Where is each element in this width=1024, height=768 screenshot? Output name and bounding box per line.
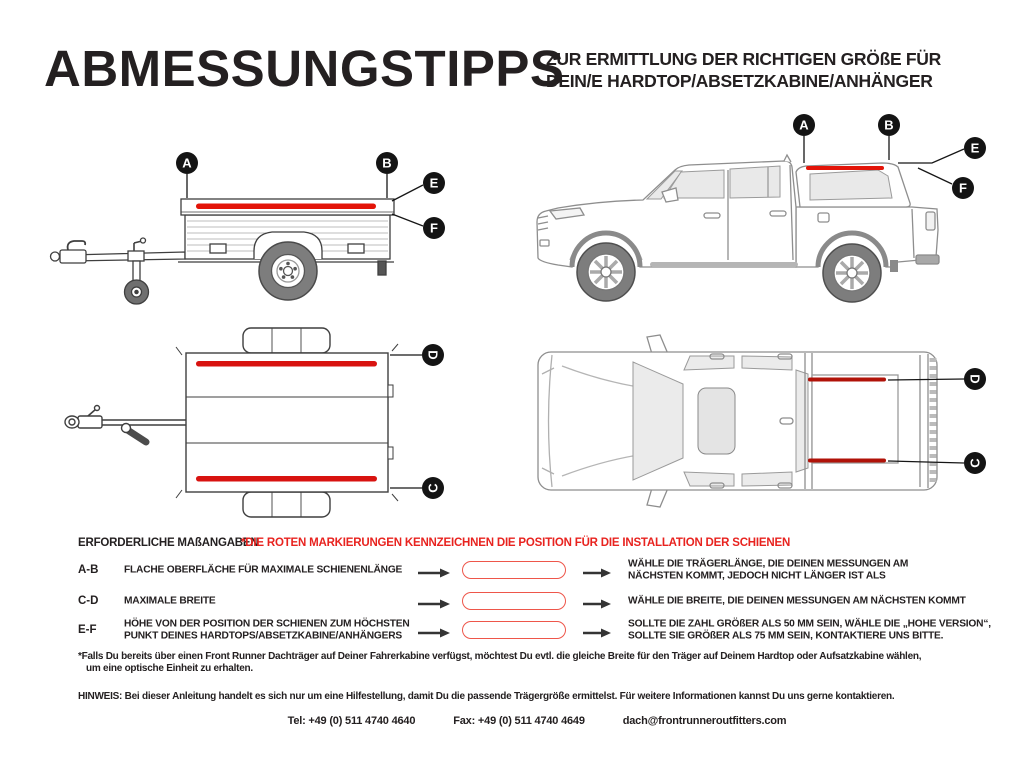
arrow-right-icon [418, 625, 450, 635]
measurement-result: SOLLTE DIE ZAHL GRÖßER ALS 50 MM SEIN, WÄHLE DIE „HOHE VERSION“, SOLLTE SIE GRÖßER ALS 75 MM SEIN, KONTAKTIERE UNS BITTE. [628, 618, 991, 641]
footnote-asterisk-line2: um eine optische Einheit zu erhalten. [86, 663, 253, 674]
measurement-result: WÄHLE DIE BREITE, DIE DEINEN MESSUNGEN AM NÄCHSTEN KOMMT [628, 595, 966, 607]
rail-marking-trailer-side [196, 204, 376, 210]
arrow-right-icon [418, 565, 450, 575]
svg-text:A: A [182, 155, 192, 171]
measurement-description: FLACHE OBERFLÄCHE FÜR MAXIMALE SCHIENENLÄNGE [124, 564, 403, 576]
rail-marking-truck-top-d [808, 378, 886, 382]
marker-f-truck [952, 177, 974, 199]
svg-text:A: A [799, 117, 809, 133]
rail-marking-trailer-top-c [196, 476, 377, 482]
rail-marking-truck-side [806, 166, 884, 170]
arrow-right-icon [583, 565, 611, 575]
page-title: ABMESSUNGSTIPPS [44, 40, 565, 97]
marker-a-truck [793, 114, 815, 136]
marker-e-trailer [423, 172, 445, 194]
measurements-heading: ERFORDERLICHE MAßANGABEN [78, 537, 259, 549]
arrow-right-icon [583, 625, 611, 635]
contact-tel: Tel: +49 (0) 511 4740 4640 [287, 715, 416, 727]
measurement-blank-field [462, 621, 566, 639]
footnote-asterisk-line1: *Falls Du bereits über einen Front Runner Dachträger auf Deiner Fahrerkabine verfügst, möchtest Du evtl. die gleiche Breite für den Träger auf Deinem Hardtop oder Aufsatzkabine wählen, [78, 651, 922, 662]
red-markings-note: *DIE ROTEN MARKIERUNGEN KENNZEICHNEN DIE POSITION FÜR DIE INSTALLATION DER SCHIENEN [241, 537, 791, 549]
truck-top-view [500, 330, 1020, 530]
rail-marking-trailer-top-d [196, 361, 377, 367]
svg-text:C: C [967, 458, 983, 468]
measurement-row-ab [78, 556, 978, 584]
marker-a-trailer [176, 152, 198, 174]
measurement-description: HÖHE VON DER POSITION DER SCHIENEN ZUM HÖCHSTEN PUNKT DEINES HARDTOPS/ABSETZKABINE/ANHÄNGERS [124, 618, 410, 641]
trailer-side-view [30, 120, 470, 320]
truck-bed-top [812, 375, 898, 463]
trailer-body-top [186, 353, 388, 492]
marker-c-trailer [422, 477, 444, 499]
svg-text:F: F [430, 220, 438, 236]
svg-text:D: D [967, 374, 983, 384]
marker-b-trailer [376, 152, 398, 174]
measurement-blank-field [462, 561, 566, 579]
page-subtitle [546, 49, 941, 92]
measurement-result: WÄHLE DIE TRÄGERLÄNGE, DIE DEINEN MESSUNGEN AM NÄCHSTEN KOMMT, JEDOCH NICHT LÄNGER IST ALS [628, 558, 909, 581]
marker-d-truck [964, 368, 986, 390]
measurement-key: E-F [78, 624, 97, 636]
svg-text:C: C [425, 483, 441, 493]
rail-marking-truck-top-c [808, 459, 886, 463]
subtitle-line1: ZUR ERMITTLUNG DER RICHTIGEN GRÖßE FÜR [546, 49, 941, 69]
measurement-key: C-D [78, 595, 99, 607]
contact-fax: Fax: +49 (0) 511 4740 4649 [453, 715, 585, 727]
contact-row [50, 715, 1024, 727]
truck-side-view [500, 110, 1020, 320]
trailer-jockey-wheel [125, 280, 149, 304]
svg-text:B: B [884, 117, 894, 133]
marker-b-truck [878, 114, 900, 136]
marker-f-trailer [423, 217, 445, 239]
contact-email: dach@frontrunneroutfitters.com [622, 715, 787, 727]
subtitle-line2: DEIN/E HARDTOP/ABSETZKABINE/ANHÄNGER [546, 70, 933, 91]
marker-e-truck [964, 137, 986, 159]
trailer-hitch-coupler [60, 250, 86, 263]
arrow-right-icon [583, 596, 611, 606]
measurement-blank-field [462, 592, 566, 610]
marker-d-trailer [422, 344, 444, 366]
measurement-description: MAXIMALE BREITE [124, 595, 216, 607]
truck-rear-wheel [823, 244, 881, 302]
svg-text:E: E [970, 140, 980, 156]
arrow-right-icon [418, 596, 450, 606]
measurement-row-cd [78, 587, 978, 615]
measurement-row-ef [78, 614, 991, 646]
svg-text:E: E [429, 175, 439, 191]
truck-front-wheel [577, 243, 635, 301]
hinweis-note: HINWEIS: Bei dieser Anleitung handelt es sich nur um eine Hilfestellung, damit Du die passende Trägergröße ermittelst. Für weitere Informationen kannst Du uns gerne kontaktieren. [78, 691, 895, 702]
measurement-key: A-B [78, 564, 99, 576]
svg-text:D: D [425, 350, 441, 360]
svg-text:F: F [959, 180, 967, 196]
svg-text:B: B [382, 155, 392, 171]
marker-c-truck [964, 452, 986, 474]
trailer-top-view [30, 325, 470, 525]
trailer-wheel [259, 242, 317, 300]
